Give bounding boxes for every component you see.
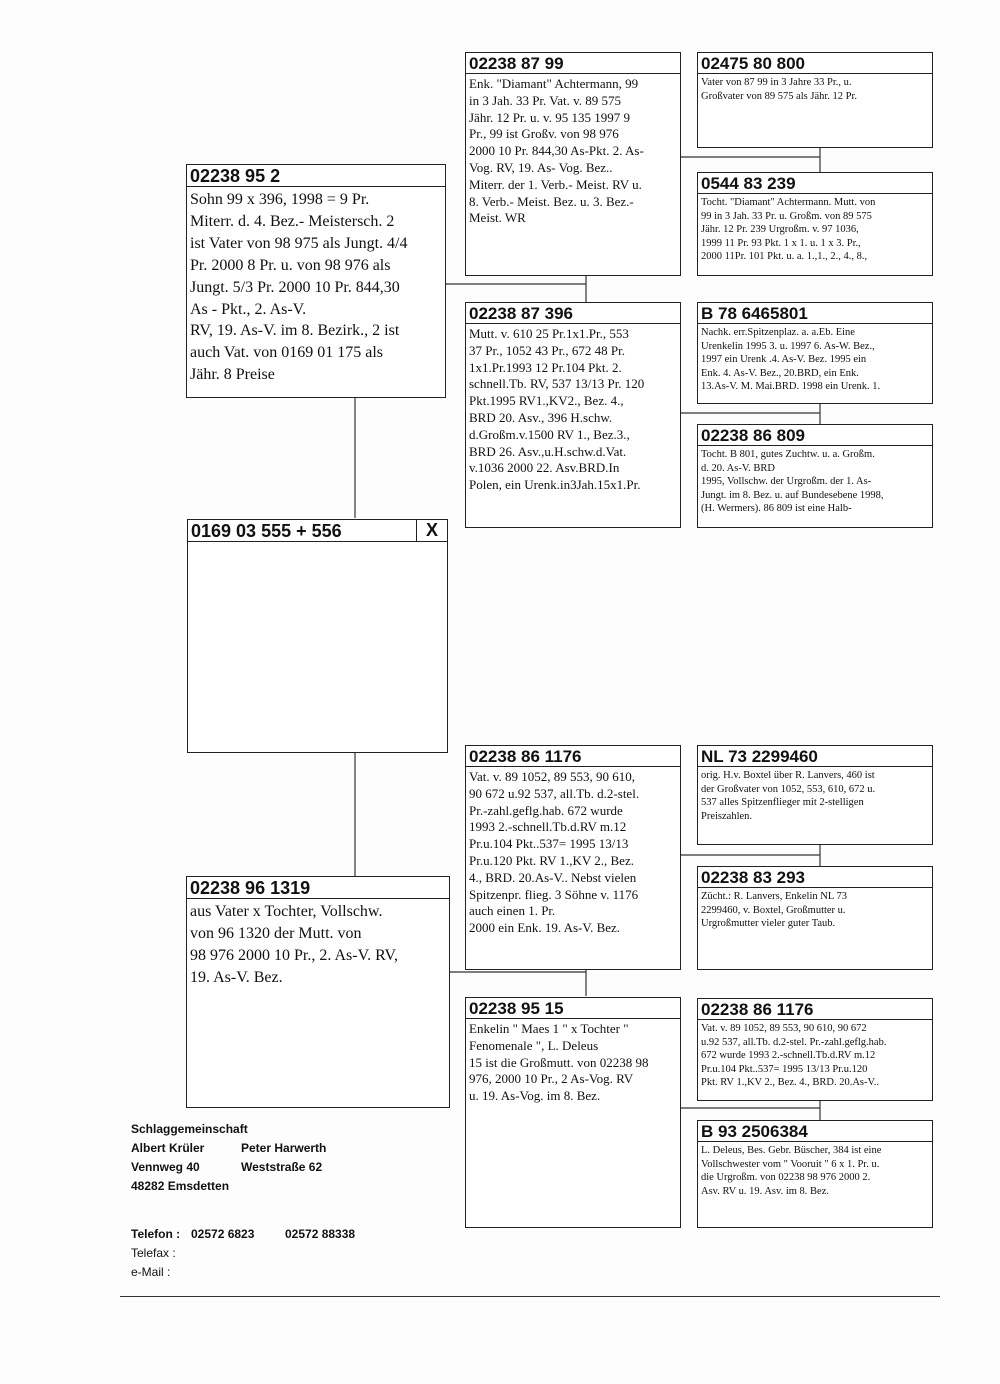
mf-mother-ring-number: 02238 83 293 <box>698 867 932 888</box>
fm-mother-ring-number: 02238 86 809 <box>698 425 932 446</box>
fm-father-ring-number: B 78 6465801 <box>698 303 932 324</box>
paternal-grandmother-ring-number: 02238 87 396 <box>466 303 680 324</box>
fm-mother-description: Tocht. B 801, gutes Zuchtw. u. a. Großm. d. 20. As-V. BRD 1995, Vollschw. der Urgroßm. der 1. As- Jungt. im 8. Bez. u. auf Bundesebene 1998, (H. Wermers). 86 809 ist eine Halb- <box>701 449 884 515</box>
mother-ring-number: 02238 96 1319 <box>187 877 449 899</box>
pedigree-paternal-grandmother-card <box>465 302 681 528</box>
maternal-grandfather-ring-number: 02238 86 1176 <box>466 746 680 767</box>
mm-father-description: Vat. v. 89 1052, 89 553, 90 610, 90 672 u.92 537, all.Tb. d.2-stel. Pr.-zahl.geflg.hab. 672 wurde 1993 2.-schnell.Tb.d.RV m.12 Pr.u.104 Pkt..537= 1995 13/13 Pr.u.120 Pkt. RV 1.,KV 2., Bez. 4., BRD. 20.As-V.. <box>701 1023 887 1089</box>
pedigree-fm-mother-card <box>697 424 933 528</box>
pedigree-paternal-grandfather-card <box>465 52 681 276</box>
phone-number-2: 02572 88338 <box>285 1227 356 1241</box>
pedigree-mf-mother-card <box>697 866 933 970</box>
ff-mother-description: Tocht. "Diamant" Achtermann. Mutt. von 99 in 3 Jah. 33 Pr. u. Großm. von 89 575 Jähr. 12 Pr. 239 Urgroßm. v. 97 1036, 1999 11 Pr. 93 Pkt. 1 x 1. u. 1 x 3. Pr., 2000 11Pr. 101 Pkt. u. a. 1.,1., 2., 4., 8., <box>701 197 876 263</box>
mother-description: aus Vater x Tochter, Vollschw. von 96 1320 der Mutt. von 98 976 2000 10 Pr., 2. As-V. RV, 19. As-V. Bez. <box>190 903 398 986</box>
owner-street-2: Weststraße 62 <box>241 1160 323 1174</box>
sex-mark: X <box>416 520 447 541</box>
phone-label: Telefon : <box>131 1227 181 1241</box>
pedigree-subject-card <box>187 519 448 753</box>
pedigree-maternal-grandfather-card <box>465 745 681 970</box>
paternal-grandfather-description: Enk. "Diamant" Achtermann, 99 in 3 Jah. 33 Pr. Vat. v. 89 575 Jähr. 12 Pr. u. v. 95 135 1997 9 Pr., 99 ist Großv. von 98 976 2000 10 Pr. 844,30 As-Pkt. 2. As- Vog. RV, 19. As- Vog. Bez.. Miterr. der 1. Verb.- Meist. RV u. 8. Verb.- Meist. Bez. u. 3. Bez.- Meist. WR <box>469 76 644 226</box>
pedigree-mother-card <box>186 876 450 1108</box>
ff-father-description: Vater von 87 99 in 3 Jahre 33 Pr., u. Großvater von 89 575 als Jähr. 12 Pr. <box>701 77 858 102</box>
pedigree-maternal-grandmother-card <box>465 997 681 1228</box>
maternal-grandmother-description: Enkelin " Maes 1 " x Tochter " Fenomenale ", L. Deleus 15 ist die Großmutt. von 02238 98 976, 2000 10 Pr., 2 As-Vog. RV u. 19. As-Vog. im 8. Bez. <box>469 1021 649 1104</box>
mf-father-description: orig. H.v. Boxtel über R. Lanvers, 460 ist der Großvater von 1052, 553, 610, 672 u. 537 alles Spitzenflieger mit 2-stelligen Preiszahlen. <box>701 770 876 822</box>
owner-name-2: Peter Harwerth <box>241 1141 327 1155</box>
mm-mother-ring-number: B 93 2506384 <box>698 1121 932 1142</box>
fax-label: Telefax : <box>131 1246 176 1260</box>
pedigree-father-card <box>186 164 446 398</box>
pedigree-fm-father-card <box>697 302 933 404</box>
email-label: e-Mail : <box>131 1265 171 1279</box>
owner-city: 48282 Emsdetten <box>131 1179 230 1193</box>
loft-name: Schlaggemeinschaft <box>131 1122 248 1136</box>
subject-ring-number: 0169 03 555 + 556 <box>188 520 447 542</box>
father-ring-number: 02238 95 2 <box>187 165 445 187</box>
mf-mother-description: Zücht.: R. Lanvers, Enkelin NL 73 2299460, v. Boxtel, Großmutter u. Urgroßmutter vieler guter Taub. <box>701 891 847 930</box>
mm-father-ring-number: 02238 86 1176 <box>698 999 932 1020</box>
pedigree-mm-father-card <box>697 998 933 1101</box>
owner-name-1: Albert Krüler <box>131 1141 205 1155</box>
mf-father-ring-number: NL 73 2299460 <box>698 746 932 767</box>
father-description: Sohn 99 x 396, 1998 = 9 Pr. Miterr. d. 4. Bez.- Meistersch. 2 ist Vater von 98 975 als Jungt. 4/4 Pr. 2000 8 Pr. u. von 98 976 als Jungt. 5/3 Pr. 2000 10 Pr. 844,30 As - Pkt., 2. As-V. RV, 19. As-V. im 8. Bezirk., 2 ist auch Vat. von 0169 01 175 als Jähr. 8 Preise <box>190 191 408 384</box>
paternal-grandmother-description: Mutt. v. 610 25 Pr.1x1.Pr., 553 37 Pr., 1052 43 Pr., 672 48 Pr. 1x1.Pr.1993 12 Pr.104 Pkt. 2. schnell.Tb. RV, 537 13/13 Pr. 120 Pkt.1995 RV1.,KV2., Bez. 4., BRD 20. Asv., 396 H.schw. d.Großm.v.1500 RV 1., Bez.3., BRD 26. Asv.,u.H.schw.d.Vat. v.1036 2000 22. Asv.BRD.In Polen, ein Urenk.in3Jah.15x1.Pr. <box>469 326 645 493</box>
mm-mother-description: L. Deleus, Bes. Gebr. Büscher, 384 ist eine Vollschwester vom " Vooruit " 6 x 1. Pr. u. die Urgroßm. von 02238 98 976 2000 2. Asv. RV u. 19. Asv. im 8. Bez. <box>701 1145 882 1197</box>
subject-description <box>188 542 447 546</box>
owner-street-1: Vennweg 40 <box>131 1160 200 1174</box>
footer-divider <box>120 1296 940 1297</box>
maternal-grandmother-ring-number: 02238 95 15 <box>466 998 680 1019</box>
ff-mother-ring-number: 0544 83 239 <box>698 173 932 194</box>
pedigree-ff-father-card <box>697 52 933 148</box>
fm-father-description: Nachk. err.Spitzenplaz. a. a.Eb. Eine Urenkelin 1995 3. u. 1997 6. As-W. Bez., 1997 ein Urenk .4. As-V. Bez. 1995 ein Enk. 4. As-V. Bez., 20.BRD, ein Enk. 13.As-V. M. Mai.BRD. 1998 ein Urenk. 1. <box>701 327 881 393</box>
pedigree-ff-mother-card <box>697 172 933 276</box>
maternal-grandfather-description: Vat. v. 89 1052, 89 553, 90 610, 90 672 u.92 537, all.Tb. d.2-stel. Pr.-zahl.geflg.hab. 672 wurde 1993 2.-schnell.Tb.d.RV m.12 Pr.u.104 Pkt..537= 1995 13/13 Pr.u.120 Pkt. RV 1.,KV 2., Bez. 4., BRD. 20.As-V.. Nebst vielen Spitzenpr. flieg. 3 Söhne v. 1176 auch einen 1. Pr. 2000 ein Enk. 19. As-V. Bez. <box>469 769 640 936</box>
ff-father-ring-number: 02475 80 800 <box>698 53 932 74</box>
phone-number-1: 02572 6823 <box>191 1227 255 1241</box>
paternal-grandfather-ring-number: 02238 87 99 <box>466 53 680 74</box>
pedigree-mf-father-card <box>697 745 933 845</box>
pedigree-mm-mother-card <box>697 1120 933 1228</box>
